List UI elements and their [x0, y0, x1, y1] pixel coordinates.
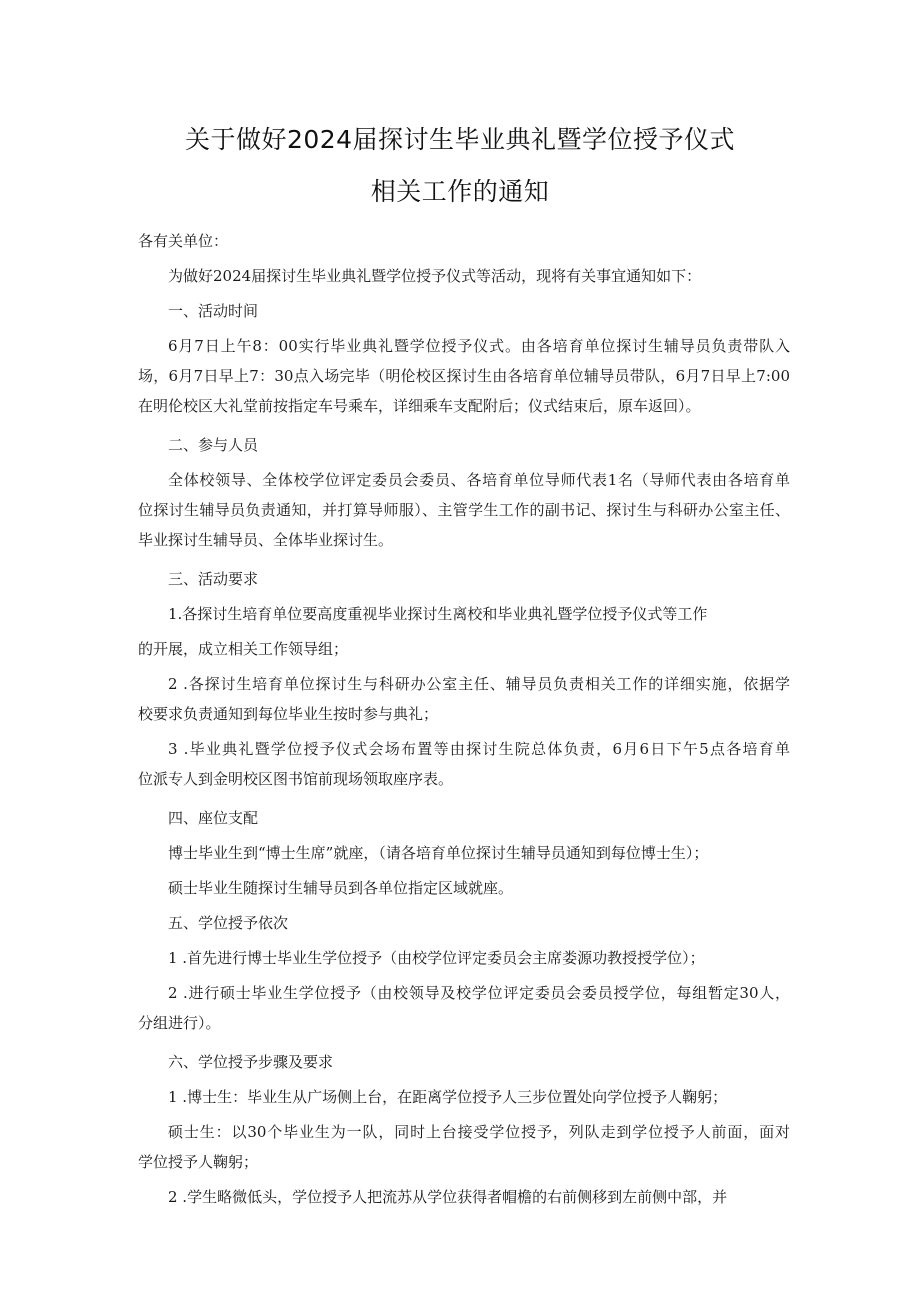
- time-paragraph-line: 场，6月7日早上7：30点入场完毕（明伦校区探讨生由各培育单位辅导员带队，6月7日早上7:00: [138, 367, 790, 385]
- requirement-2-line: 校要求负责通知到每位毕业生按时参与典礼；: [138, 705, 439, 723]
- intro-paragraph: 为做好2024届探讨生毕业典礼暨学位授予仪式等活动，现将有关事宜通知如下：: [168, 267, 702, 285]
- document-title-line-2: 相关工作的通知: [370, 177, 550, 206]
- section-heading-seating: 四、座位支配: [168, 809, 259, 827]
- section-heading-participants: 二、参与人员: [168, 436, 259, 454]
- requirement-1-line: 1.各探讨生培育单位要高度重视毕业探讨生离校和毕业典礼暨学位授予仪式等工作: [168, 605, 708, 623]
- steps-paragraph: 2 .学生略微低头，学位授予人把流苏从学位获得者帽檐的右前侧移到左前侧中部，并: [168, 1188, 728, 1206]
- section-heading-steps: 六、学位授予步骤及要求: [168, 1053, 334, 1071]
- document-body: [138, 226, 790, 1212]
- section-heading-requirements: 三、活动要求: [168, 570, 259, 588]
- seating-paragraph: 硕士毕业生随探讨生辅导员到各单位指定区域就座。: [168, 879, 514, 897]
- section-heading-time: 一、活动时间: [168, 302, 259, 320]
- steps-paragraph: 1 .博士生：毕业生从广场侧上台，在距离学位授予人三步位置处向学位授予人鞠躬；: [168, 1088, 728, 1106]
- seating-paragraph: 博士毕业生到“博士生席”就座，（请各培育单位探讨生辅导员通知到每位博士生）；: [168, 844, 709, 862]
- requirement-1-line: 的开展，成立相关工作领导组；: [138, 640, 349, 658]
- steps-paragraph-line: 学位授予人鞠躬；: [138, 1153, 259, 1171]
- participants-paragraph-line: 位探讨生辅导员负责通知，并打算导师服）、主管学生工作的副书记、探讨生与科研办公室主任、: [138, 501, 790, 519]
- requirement-3-line: 3 .毕业典礼暨学位授予仪式会场布置等由探讨生院总体负责，6月6日下午5点各培育单: [168, 740, 790, 758]
- order-paragraph: 1 .首先进行博士毕业生学位授予（由校学位评定委员会主席娄源功教授授学位）；: [168, 949, 705, 967]
- order-paragraph-line: 分组进行）。: [138, 1014, 221, 1032]
- order-paragraph-line: 2 .进行硕士毕业生学位授予（由校领导及校学位评定委员会委员授学位，每组暂定30人，: [168, 984, 790, 1002]
- steps-paragraph-line: 硕士生：以30个毕业生为一队，同时上台接受学位授予，列队走到学位授予人前面，面对: [168, 1123, 790, 1141]
- section-heading-order: 五、学位授予依次: [168, 914, 289, 932]
- document-title-line-1: 关于做好2024届探讨生毕业典礼暨学位授予仪式: [184, 125, 736, 154]
- participants-paragraph-line: 毕业探讨生辅导员、全体毕业探讨生。: [138, 531, 394, 549]
- salutation: 各有关单位：: [138, 232, 229, 250]
- participants-paragraph-line: 全体校领导、全体校学位评定委员会委员、各培育单位导师代表1名（导师代表由各培育单: [168, 471, 790, 489]
- time-paragraph-line: 在明伦校区大礼堂前按指定车号乘车，详细乘车支配附后；仪式结束后，原车返回）。: [138, 397, 701, 415]
- time-paragraph-line: 6月7日上午8：00实行毕业典礼暨学位授予仪式。由各培育单位探讨生辅导员负责带队入: [168, 337, 790, 355]
- requirement-2-line: 2 .各探讨生培育单位探讨生与科研办公室主任、辅导员负责相关工作的详细实施，依据学: [168, 675, 790, 693]
- requirement-3-line: 位派专人到金明校区图书馆前现场领取座序表。: [138, 770, 454, 788]
